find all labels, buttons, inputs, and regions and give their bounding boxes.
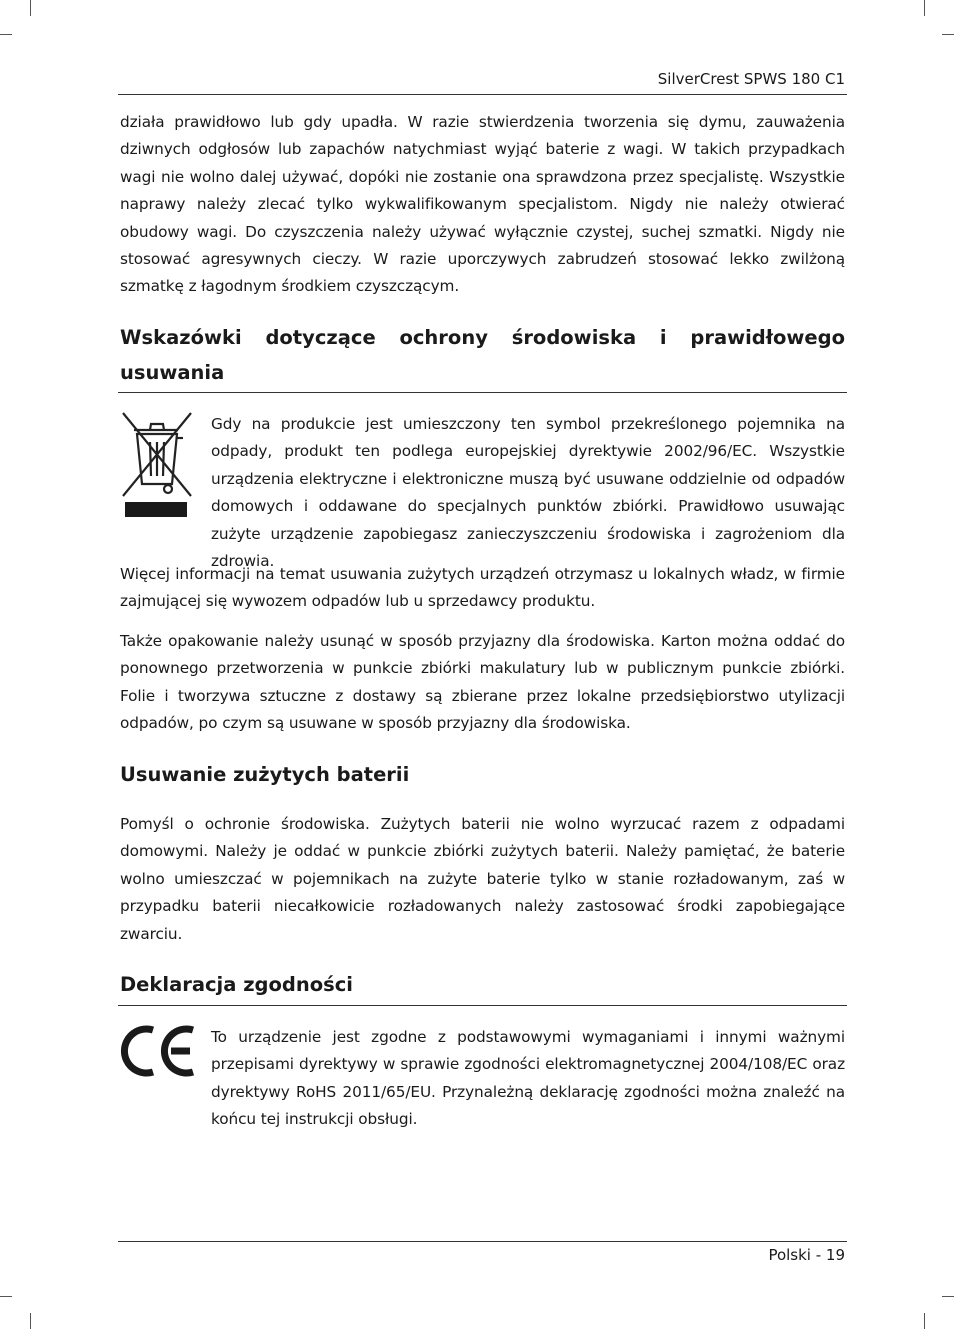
intro-paragraph: działa prawidłowo lub gdy upadła. W razie stwierdzenia tworzenia się dymu, zauważenia dziwnych odgłosów lub zapachów natychmiast wyjąć baterie z wagi. W takich przypadkach wagi nie wolno dalej używać, dopóki nie zostanie ona sprawdzona przez specjalistę. Wszystkie naprawy należy zlecać tylko wykwalifikowanym specjalistom. Nigdy nie należy otwierać obudowy wagi. Do czyszczenia należy używać wyłącznie czystej, suchej szmatki. Nigdy nie stosować agresywnych cieczy. W razie uporczywych zabrudzeń stosować lekko zwilżoną szmatkę z łagodnym środkiem czyszczącym. (120, 113, 845, 296)
crop-mark (924, 1313, 925, 1329)
header-rule (118, 94, 847, 95)
ce-mark-icon (120, 1024, 196, 1078)
section-heading-conformity: Deklaracja zgodności (120, 973, 353, 996)
page-number: Polski - 19 (768, 1246, 845, 1264)
crop-mark (0, 1296, 12, 1297)
crop-mark (942, 34, 954, 35)
section-rule (118, 392, 847, 393)
conformity-paragraph: To urządzenie jest zgodne z podstawowymi wymaganiami i innymi ważnymi przepisami dyrektywy w sprawie zgodności elektromagnetycznej 2004/108/EC oraz dyrektywy RoHS 2011/65/EU. Przynależną deklarację zgodności można znaleźć na końcu tej instrukcji obsługi. (211, 1028, 845, 1129)
crop-mark (924, 0, 925, 16)
packaging-paragraph: Także opakowanie należy usunąć w sposób przyjazny dla środowiska. Karton można oddać do ponownego przetworzenia w punkcie zbiórki makulatury lub w publicznym punkcie zbiórki. Folie i tworzywa sztuczne z dostawy są zbierane przez lokalne przedsiębiorstwo utylizacji odpadów, po czym są usuwane w sposób przyjazny dla środowiska. (120, 632, 845, 733)
crop-mark (30, 1313, 31, 1329)
weee-paragraph: Gdy na produkcie jest umieszczony ten symbol przekreślonego pojemnika na odpady, produkt ten podlega europejskiej dyrektywie 2002/96/EC. Wszystkie urządzenia elektryczne i elektroniczne muszą być usuwane oddzielnie od odpadów domowych i oddawane do specjalnych punktów zbiórki. Prawidłowo usuwając zużyte urządzenie zapobiegasz zanieczyszczeniu środowiska i zagrożeniom dla zdrowia. (211, 415, 845, 571)
crop-mark (0, 34, 12, 35)
crop-mark (942, 1296, 954, 1297)
crossed-out-wheelie-bin-icon (120, 410, 194, 518)
crop-mark (30, 0, 31, 16)
section-heading-environment: Wskazówki dotyczące ochrony środowiska i prawidłowego usuwania (120, 326, 845, 384)
more-info-paragraph: Więcej informacji na temat usuwania zużytych urządzeń otrzymasz u lokalnych władz, w firmie zajmującej się wywozem odpadów lub u sprzedawcy produktu. (120, 565, 845, 611)
running-header: SilverCrest SPWS 180 C1 (657, 70, 845, 88)
section-rule (118, 1005, 847, 1006)
footer-rule (118, 1241, 847, 1242)
section-heading-batteries: Usuwanie zużytych baterii (120, 763, 410, 786)
batteries-paragraph: Pomyśl o ochronie środowiska. Zużytych baterii nie wolno wyrzucać razem z odpadami domowymi. Należy je oddać w punkcie zbiórki zużytych baterii. Należy pamiętać, że baterie wolno umieszczać w pojemnikach na zużyte baterie tylko w stanie rozładowanym, zaś w przypadku baterii niecałkowicie rozładowanych należy zastosować środki zapobiegające zwarciu. (120, 815, 845, 943)
